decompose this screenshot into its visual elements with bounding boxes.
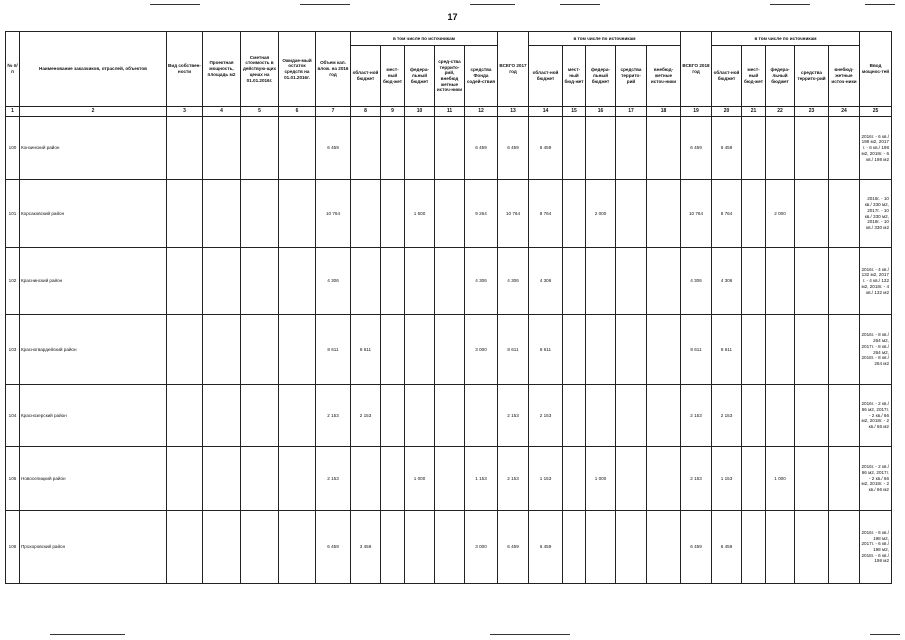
header-2016-regional: област-ной бюджет: [351, 46, 381, 107]
column-number: 25: [860, 107, 892, 117]
header-2016-local: мест-ный бюд-жет: [381, 46, 405, 107]
value-cell: [435, 117, 465, 180]
value-cell: [586, 315, 616, 385]
value-cell: [203, 315, 241, 385]
value-cell: [241, 315, 279, 385]
header-no: № п/п: [6, 32, 20, 107]
value-cell: 4 306: [681, 248, 712, 315]
value-cell: 10 764: [316, 180, 351, 248]
district-name: Прохоровский район: [20, 511, 167, 584]
header-capacity: Проектная мощность, площадь м2: [203, 32, 241, 107]
row-number: 101: [6, 180, 20, 248]
value-cell: [279, 315, 316, 385]
value-cell: [381, 315, 405, 385]
column-number: 15: [563, 107, 586, 117]
commissioning-note: 2016г. - 6 кв./ 198 м2, 2017 г. - 6 кв./ 198 м2, 2018г. - 6 кв./ 198 м2: [860, 117, 892, 180]
value-cell: [795, 117, 829, 180]
value-cell: [742, 511, 766, 584]
row-number: 104: [6, 385, 20, 447]
header-2017-federal: федера-льный бюджет: [586, 46, 616, 107]
value-cell: 8 611: [316, 315, 351, 385]
value-cell: [829, 180, 860, 248]
commissioning-note: 2016г. - 8 кв./ 264 м2, 2017г. - 8 кв./ 264 м2, 2018г. - 8 кв./ 264 м2: [860, 315, 892, 385]
table-row: [6, 315, 892, 385]
value-cell: [742, 315, 766, 385]
value-cell: [586, 248, 616, 315]
value-cell: 8 611: [529, 315, 563, 385]
column-number: 18: [647, 107, 681, 117]
bottom-rule-3: [870, 634, 900, 635]
value-cell: 4 306: [498, 248, 529, 315]
header-sources-2018: в том числе по источникам: [712, 32, 860, 46]
value-cell: [563, 447, 586, 511]
value-cell: [766, 385, 795, 447]
value-cell: [647, 315, 681, 385]
value-cell: [563, 117, 586, 180]
top-rule-4: [560, 4, 600, 5]
header-remainder: Ожидае-мый остаток средств на 01.01.2016г.: [279, 32, 316, 107]
value-cell: [742, 248, 766, 315]
column-number: 20: [712, 107, 742, 117]
header-row-1: [6, 32, 892, 46]
district-name: Новоселицкий район: [20, 447, 167, 511]
row-number: 105: [6, 447, 20, 511]
value-cell: [795, 315, 829, 385]
value-cell: [405, 315, 435, 385]
value-cell: 6 459: [316, 511, 351, 584]
value-cell: [203, 180, 241, 248]
top-rule-1: [150, 4, 200, 5]
value-cell: [742, 117, 766, 180]
column-number: 13: [498, 107, 529, 117]
value-cell: 3 459: [351, 511, 381, 584]
value-cell: [405, 385, 435, 447]
value-cell: [351, 447, 381, 511]
value-cell: [241, 117, 279, 180]
value-cell: [586, 511, 616, 584]
row-number: 106: [6, 511, 20, 584]
header-sources-2016: в том числе по источникам: [351, 32, 498, 46]
header-2016-fund: средства Фонда содей-ствия: [465, 46, 498, 107]
value-cell: [381, 117, 405, 180]
value-cell: [766, 315, 795, 385]
value-cell: [647, 511, 681, 584]
value-cell: [647, 180, 681, 248]
value-cell: 8 611: [712, 315, 742, 385]
value-cell: [241, 180, 279, 248]
value-cell: 4 306: [316, 248, 351, 315]
value-cell: [563, 511, 586, 584]
table-row: [6, 117, 892, 180]
column-number: 23: [795, 107, 829, 117]
value-cell: [616, 447, 647, 511]
table-row: [6, 248, 892, 315]
district-name: Красногвардейский район: [20, 315, 167, 385]
value-cell: 6 459: [465, 117, 498, 180]
value-cell: [616, 248, 647, 315]
column-number: 5: [241, 107, 279, 117]
value-cell: [167, 248, 203, 315]
value-cell: [616, 117, 647, 180]
value-cell: 1 000: [766, 447, 795, 511]
value-cell: 2 153: [498, 385, 529, 447]
value-cell: [435, 180, 465, 248]
value-cell: 6 459: [681, 117, 712, 180]
value-cell: 2 153: [529, 385, 563, 447]
value-cell: [279, 248, 316, 315]
header-2017-extrabudget: внебюд-жетные источ-ники: [647, 46, 681, 107]
value-cell: [381, 248, 405, 315]
value-cell: [563, 385, 586, 447]
value-cell: [167, 180, 203, 248]
header-volume-2016: Объем кап. влож. на 2016 год: [316, 32, 351, 107]
column-number: 16: [586, 107, 616, 117]
header-2016-federal: федера-льный бюджет: [405, 46, 435, 107]
value-cell: [795, 385, 829, 447]
column-number: 21: [742, 107, 766, 117]
value-cell: [167, 315, 203, 385]
value-cell: [279, 447, 316, 511]
value-cell: [616, 511, 647, 584]
table-row: [6, 447, 892, 511]
value-cell: 2 000: [766, 180, 795, 248]
value-cell: [381, 180, 405, 248]
row-number: 102: [6, 248, 20, 315]
value-cell: [435, 315, 465, 385]
value-cell: [766, 117, 795, 180]
value-cell: [829, 385, 860, 447]
value-cell: 6 459: [712, 511, 742, 584]
value-cell: [616, 180, 647, 248]
value-cell: 2 153: [351, 385, 381, 447]
value-cell: 8 611: [681, 315, 712, 385]
value-cell: [563, 315, 586, 385]
value-cell: 1 000: [586, 447, 616, 511]
bottom-rule-2: [490, 634, 570, 635]
top-rule-2: [300, 4, 350, 5]
value-cell: 1 153: [712, 447, 742, 511]
value-cell: 10 764: [681, 180, 712, 248]
value-cell: [435, 447, 465, 511]
header-2018-regional: област-ной бюджет: [712, 46, 742, 107]
value-cell: [167, 511, 203, 584]
header-estimated-cost: Сметная стоимость в действую-щих ценах на 01.01.2016г.: [241, 32, 279, 107]
top-rule-3: [470, 4, 515, 5]
value-cell: 6 459: [712, 117, 742, 180]
value-cell: 3 000: [465, 511, 498, 584]
value-cell: 2 153: [712, 385, 742, 447]
value-cell: 6 459: [529, 511, 563, 584]
value-cell: [742, 385, 766, 447]
header-2018-territories: средства террито-рий: [795, 46, 829, 107]
value-cell: [647, 385, 681, 447]
value-cell: 2 153: [681, 385, 712, 447]
value-cell: 9 264: [465, 180, 498, 248]
value-cell: [279, 511, 316, 584]
value-cell: [405, 117, 435, 180]
value-cell: [647, 117, 681, 180]
value-cell: 4 306: [712, 248, 742, 315]
value-cell: 8 611: [498, 315, 529, 385]
value-cell: [203, 385, 241, 447]
header-name: Наименование заказчиков, отраслей, объектов: [20, 32, 167, 107]
value-cell: [241, 385, 279, 447]
value-cell: [351, 180, 381, 248]
value-cell: [167, 117, 203, 180]
header-2017-territories: средства террито-рий: [616, 46, 647, 107]
value-cell: [279, 117, 316, 180]
value-cell: 4 306: [465, 248, 498, 315]
value-cell: 2 153: [316, 385, 351, 447]
value-cell: [647, 248, 681, 315]
value-cell: [405, 248, 435, 315]
value-cell: [167, 385, 203, 447]
bottom-rule-1: [50, 634, 125, 635]
header-2016-territories: сред-ства террито-рий, внебюд жетные источ-ники: [435, 46, 465, 107]
value-cell: 6 459: [681, 511, 712, 584]
value-cell: 6 459: [529, 117, 563, 180]
value-cell: [829, 447, 860, 511]
value-cell: [435, 511, 465, 584]
value-cell: 8 764: [712, 180, 742, 248]
commissioning-note: 2016г. - 2 кв./ 66 м2, 2017г. - 2 кв./ 66 м2, 2018г. - 2 кв./ 66 м2: [860, 385, 892, 447]
value-cell: 1 000: [405, 447, 435, 511]
value-cell: [829, 315, 860, 385]
value-cell: [351, 248, 381, 315]
district-name: Корсаковский район: [20, 180, 167, 248]
value-cell: 2 153: [316, 447, 351, 511]
column-number-row: [6, 107, 892, 117]
column-number: 24: [829, 107, 860, 117]
header-2017-local: мест-ный бюд-жет: [563, 46, 586, 107]
table-body: [6, 117, 892, 584]
header-2018-local: мест-ный бюд-жет: [742, 46, 766, 107]
value-cell: [829, 248, 860, 315]
column-number: 14: [529, 107, 563, 117]
value-cell: [241, 447, 279, 511]
value-cell: [435, 248, 465, 315]
column-number: 3: [167, 107, 203, 117]
header-ownership: Вид собствен-ности: [167, 32, 203, 107]
commissioning-note: 2016г. - 4 кв./ 132 м2, 2017 г. - 4 кв./ 132 м2, 2018г. - 4 кв./ 132 м2: [860, 248, 892, 315]
column-number: 10: [405, 107, 435, 117]
value-cell: 2 000: [586, 180, 616, 248]
value-cell: [203, 447, 241, 511]
column-number: 11: [435, 107, 465, 117]
commissioning-note: 2016г. - 6 кв./ 198 м2, 2017г. - 6 кв./ 198 м2, 2018г. - 6 кв./ 198 м2: [860, 511, 892, 584]
value-cell: [203, 511, 241, 584]
column-number: 22: [766, 107, 795, 117]
top-rule-6: [865, 4, 895, 5]
top-rule-5: [770, 4, 810, 5]
value-cell: [795, 447, 829, 511]
column-number: 4: [203, 107, 241, 117]
value-cell: 1 500: [405, 180, 435, 248]
commissioning-note: 2016г. - 2 кв./ 66 м2, 2017г. - 2 кв./ 66 м2, 2018г. - 2 кв./ 66 м2: [860, 447, 892, 511]
header-2017-regional: област-ной бюджет: [529, 46, 563, 107]
value-cell: [766, 248, 795, 315]
value-cell: 1 153: [529, 447, 563, 511]
value-cell: [279, 180, 316, 248]
value-cell: [435, 385, 465, 447]
column-number: 7: [316, 107, 351, 117]
capital-investment-table: [5, 31, 892, 584]
value-cell: [241, 511, 279, 584]
column-number: 12: [465, 107, 498, 117]
value-cell: [766, 511, 795, 584]
value-cell: [465, 385, 498, 447]
header-sources-2017: в том числе по источникам: [529, 32, 681, 46]
value-cell: 2 153: [498, 447, 529, 511]
column-number: 2: [20, 107, 167, 117]
value-cell: [795, 180, 829, 248]
value-cell: [203, 248, 241, 315]
row-number: 100: [6, 117, 20, 180]
value-cell: [795, 248, 829, 315]
column-number: 9: [381, 107, 405, 117]
value-cell: [241, 248, 279, 315]
value-cell: [167, 447, 203, 511]
value-cell: 1 153: [465, 447, 498, 511]
value-cell: [586, 385, 616, 447]
column-number: 17: [616, 107, 647, 117]
value-cell: [381, 511, 405, 584]
value-cell: [563, 248, 586, 315]
commissioning-note: 2016г. - 10 кв./ 330 м2, 2017г. - 10 кв./ 330 м2, 2018г. - 10 кв./ 330 м2: [860, 180, 892, 248]
header-total-2018: ВСЕГО 2018 год: [681, 32, 712, 107]
value-cell: [829, 511, 860, 584]
value-cell: 2 153: [681, 447, 712, 511]
value-cell: 4 306: [529, 248, 563, 315]
value-cell: 10 764: [498, 180, 529, 248]
header-commissioning: Ввод мощнос-тей: [860, 32, 892, 107]
header-total-2017: ВСЕГО 2017 год: [498, 32, 529, 107]
column-number: 19: [681, 107, 712, 117]
value-cell: [616, 315, 647, 385]
table-row: [6, 385, 892, 447]
header-2018-extrabudget: внебюд-жетные источ-ники: [829, 46, 860, 107]
value-cell: [586, 117, 616, 180]
value-cell: [795, 511, 829, 584]
value-cell: [381, 447, 405, 511]
value-cell: [203, 117, 241, 180]
column-number: 8: [351, 107, 381, 117]
value-cell: [563, 180, 586, 248]
column-number: 1: [6, 107, 20, 117]
value-cell: [381, 385, 405, 447]
value-cell: 3 000: [465, 315, 498, 385]
page-number: 17: [447, 12, 458, 22]
value-cell: 8 611: [351, 315, 381, 385]
value-cell: 6 459: [498, 511, 529, 584]
value-cell: 8 764: [529, 180, 563, 248]
district-name: Конзинский район: [20, 117, 167, 180]
table-row: [6, 511, 892, 584]
value-cell: [616, 385, 647, 447]
value-cell: [405, 511, 435, 584]
value-cell: 6 459: [316, 117, 351, 180]
value-cell: [829, 117, 860, 180]
value-cell: 6 459: [498, 117, 529, 180]
value-cell: [647, 447, 681, 511]
value-cell: [742, 180, 766, 248]
district-name: Краснозерский район: [20, 385, 167, 447]
value-cell: [742, 447, 766, 511]
district-name: Краснинский район: [20, 248, 167, 315]
value-cell: [279, 385, 316, 447]
column-number: 6: [279, 107, 316, 117]
table-row: [6, 180, 892, 248]
row-number: 103: [6, 315, 20, 385]
header-2018-federal: федера-льный бюджет: [766, 46, 795, 107]
value-cell: [351, 117, 381, 180]
